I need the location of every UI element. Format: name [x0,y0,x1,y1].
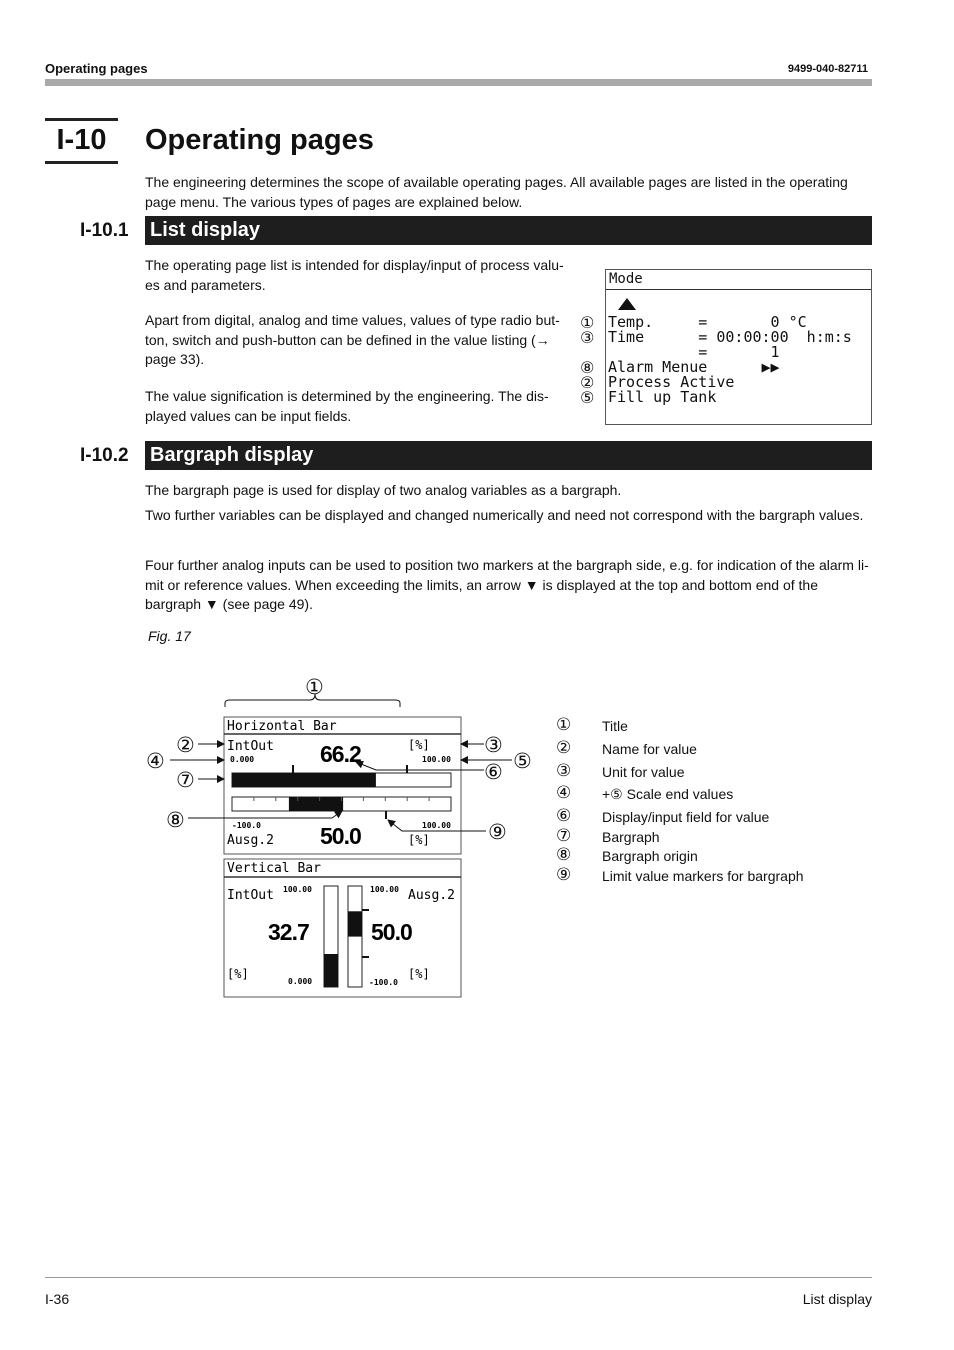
list-lcd-marker: ⑧ [580,358,595,377]
vbar-max1: 100.00 [283,885,312,894]
hbar-max1: 100.00 [422,755,451,764]
list-lcd-marker: ③ [580,328,595,347]
vbar-min1: 0.000 [288,977,313,986]
scroll-up-arrow-icon [618,298,636,310]
legend-text: Bargraph origin [602,848,698,864]
vbar-value1: 32.7 [268,919,309,945]
callout-8: ⑧ [166,808,185,832]
vbar-unit2: [%] [408,967,430,981]
hbar-bar2-fill [289,797,343,811]
hbar-unit1: [%] [408,738,430,752]
list-para-3: The value signification is determined by the engineering. The dis-played values can be input fields. [145,388,549,424]
legend-number: ⑥ [556,806,572,826]
hbar-min2: -100.0 [232,821,261,830]
hbar-value2: 50.0 [320,823,361,849]
vbar-max2: 100.00 [370,885,399,894]
hbar-bar1-fill [232,773,376,787]
chapter-title: Operating pages [145,124,374,156]
hbar-value1: 66.2 [320,741,361,767]
section-number-list: I-10.1 [80,220,129,241]
vbar-name1: IntOut [227,888,274,903]
hbar-name2: Ausg.2 [227,833,274,848]
vbar-value2: 50.0 [371,919,412,945]
header-rule [45,79,872,86]
footer-section: List display [802,1291,872,1307]
list-para-1: The operating page list is intended for display/input of process valu-es and parameters. [145,257,564,293]
legend-text: Unit for value [602,764,685,780]
vbar-unit1: [%] [227,967,249,981]
callout-5: ⑤ [513,749,532,773]
callout-9: ⑨ [488,820,507,844]
legend-text: Display/input field for value [602,809,770,825]
vbar-bar2-fill [348,911,362,936]
list-lcd-line: Alarm Menue ▶▶ [608,358,780,376]
figure-label: Fig. 17 [148,628,191,644]
vbar-min2: -100.0 [369,978,398,987]
legend-number: ② [556,738,572,758]
vbar-name2: Ausg.2 [408,888,455,903]
hbar-name1: IntOut [227,739,274,754]
list-lcd-marker: ② [580,373,595,392]
legend-text: Bargraph [602,829,660,845]
hbar-unit2: [%] [408,833,430,847]
footer-page-number: I-36 [45,1291,70,1307]
bargraph-para-1: The bargraph page is used for display of two analog variables as a bargraph. [145,482,622,498]
legend-number: ③ [556,761,572,781]
callout-6: ⑥ [484,760,503,784]
bargraph-para-2: Two further variables can be displayed and changed numerically and need not correspond with the bargraph values. [145,507,864,523]
callout-1: ① [305,675,324,699]
list-lcd-marker: ① [580,313,595,332]
section-title-bargraph: Bargraph display [145,441,872,470]
vbar-bar1-fill [324,954,338,987]
section-number-bargraph: I-10.2 [80,445,129,466]
chapter-intro: The engineering determines the scope of available operating pages. All available pages are listed in the operating page menu. The various types of pages are explained below. [145,174,848,210]
vertical-bar-screen [224,859,461,997]
list-lcd-marker: ⑤ [580,388,595,407]
list-lcd-line: Process Active [608,373,735,391]
list-lcd-divider [606,289,871,290]
legend-number: ⑦ [556,826,572,846]
legend-text: Title [602,718,628,734]
legend-text: Name for value [602,741,697,757]
list-lcd-title: Mode [609,271,643,287]
hbar-max2: 100.00 [422,821,451,830]
callout-2: ② [176,733,195,757]
legend-number: ⑧ [556,845,572,865]
list-lcd-line: Fill up Tank [608,388,717,406]
running-header-section: Operating pages [45,61,148,76]
chapter-number: I-10 [45,118,118,164]
bargraph-figure [140,670,540,1005]
list-lcd-line: Temp. = 0 °C [608,313,807,331]
hbar-min1: 0.000 [230,755,255,764]
hbar-title: Horizontal Bar [227,719,337,734]
callout-3: ③ [484,733,503,757]
vbar-title: Vertical Bar [227,861,321,876]
legend-number: ④ [556,783,572,803]
section-title-list: List display [145,216,872,245]
legend-number: ⑨ [556,865,572,885]
callout-7: ⑦ [176,768,195,792]
running-header-docno: 9499-040-82711 [787,63,868,75]
bargraph-para-3: Four further analog inputs can be used to position two markers at the bargraph side, e.g. for indication of the alarm li-mit or reference values. When exceeding the limits, an arrow ▼ is displayed at the top and bottom end of the bargraph ▼ (see page 49). [145,557,869,612]
horizontal-bar-screen [224,717,461,854]
footer-rule [45,1277,872,1278]
list-para-2: Apart from digital, analog and time values, values of type radio but-ton, switch and push-button can be defined in the value listing (→ page 33). [145,312,560,367]
legend-number: ① [556,715,572,735]
list-lcd-line: = 1 [608,343,780,361]
legend-text: +⑤ Scale end values [602,786,734,802]
legend-text: Limit value markers for bargraph [602,868,804,884]
list-lcd-line: Time = 00:00:00 h:m:s [608,328,852,346]
callout-4: ④ [146,749,165,773]
